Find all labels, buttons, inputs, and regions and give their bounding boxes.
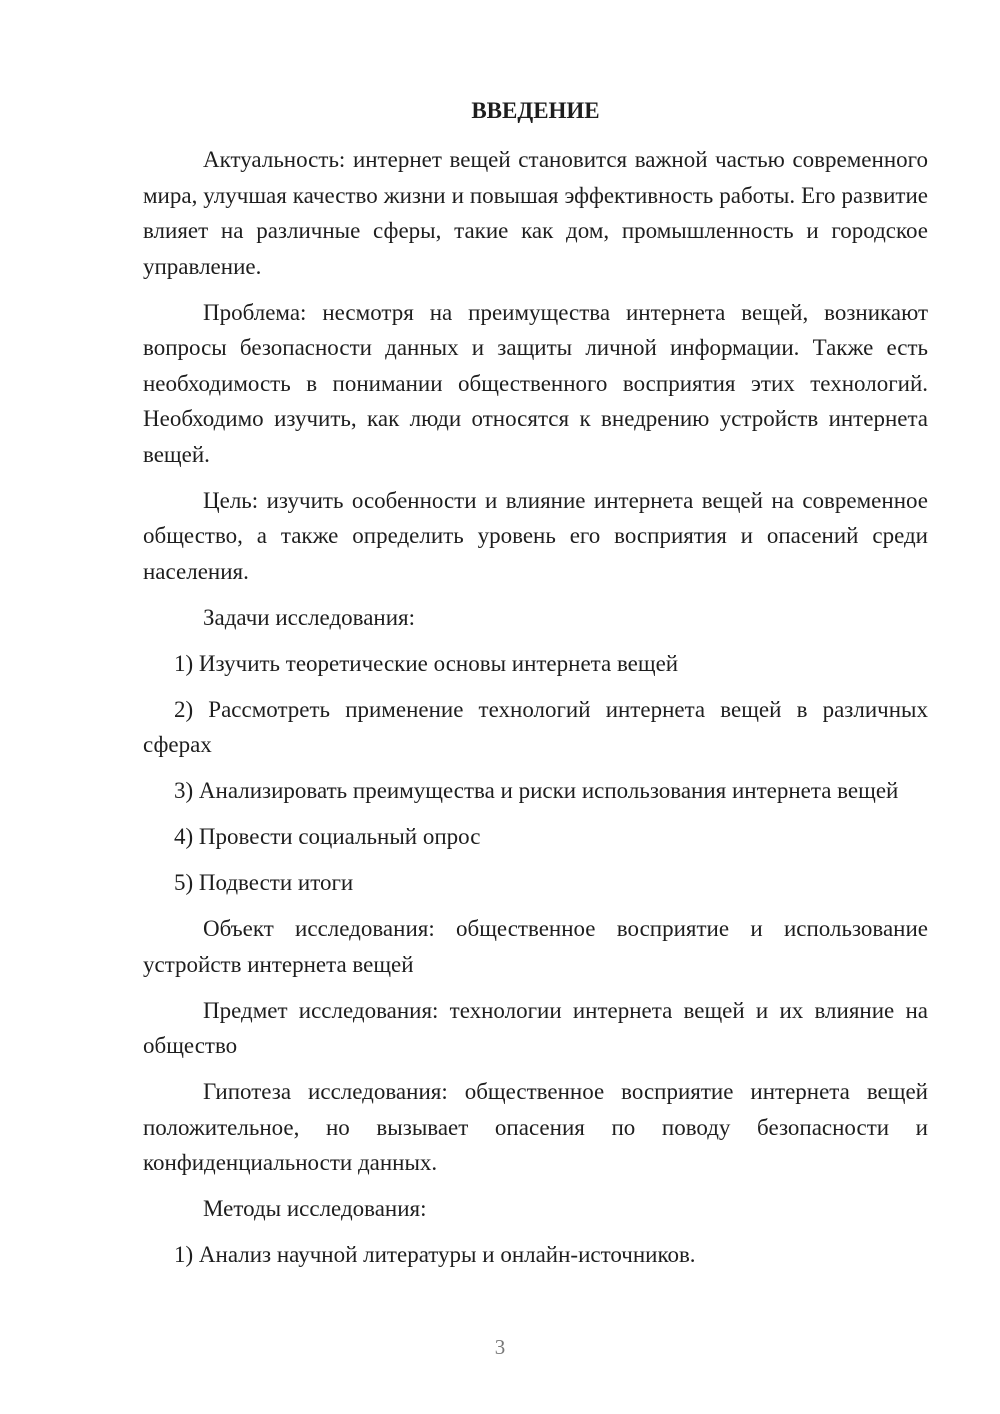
object-paragraph: Объект исследования: общественное восприятие и использование устройств интернета вещей — [143, 916, 928, 977]
document-body — [143, 142, 928, 1283]
page-title: ВВЕДЕНИЕ — [471, 98, 600, 123]
relevance-paragraph: Актуальность: интернет вещей становится важной частью современного мира, улучшая качество жизни и повышая эффективность работы. Его развитие влияет на различные сферы, такие как дом, промышленность и городское управление. — [143, 147, 928, 279]
task-item-1: 1) Изучить теоретические основы интернета вещей — [174, 650, 679, 676]
page-number: 3 — [494, 1335, 506, 1359]
task-item-5: 5) Подвести итоги — [174, 870, 354, 895]
method-item-1: 1) Анализ научной литературы и онлайн-источников. — [174, 1242, 696, 1267]
methods-heading: Методы исследования: — [203, 1196, 427, 1221]
problem-paragraph: Проблема: несмотря на преимущества интернета вещей, возникают вопросы безопасности данных и защиты личной информации. Также есть необходимость в понимании общественного восприятия этих технологий. Необходимо изучить, как люди относятся к внедрению устройств интернета вещей. — [143, 299, 928, 467]
tasks-heading: Задачи исследования: — [203, 604, 416, 630]
task-item-3: 3) Анализировать преимущества и риски использования интернета вещей — [174, 778, 899, 803]
hypothesis-paragraph: Гипотеза исследования: общественное восприятие интернета вещей положительное, но вызывает опасения по поводу безопасности и конфиденциальности данных. — [143, 1079, 928, 1175]
subject-paragraph: Предмет исследования: технологии интернета вещей и их влияние на общество — [143, 997, 928, 1058]
goal-paragraph: Цель: изучить особенности и влияние интернета вещей на современное общество, а также определить уровень его восприятия и опасений среди населения. — [143, 487, 928, 584]
task-item-4: 4) Провести социальный опрос — [174, 824, 481, 849]
task-item-2: 2) Рассмотреть применение технологий интернета вещей в различных сферах — [143, 696, 928, 757]
